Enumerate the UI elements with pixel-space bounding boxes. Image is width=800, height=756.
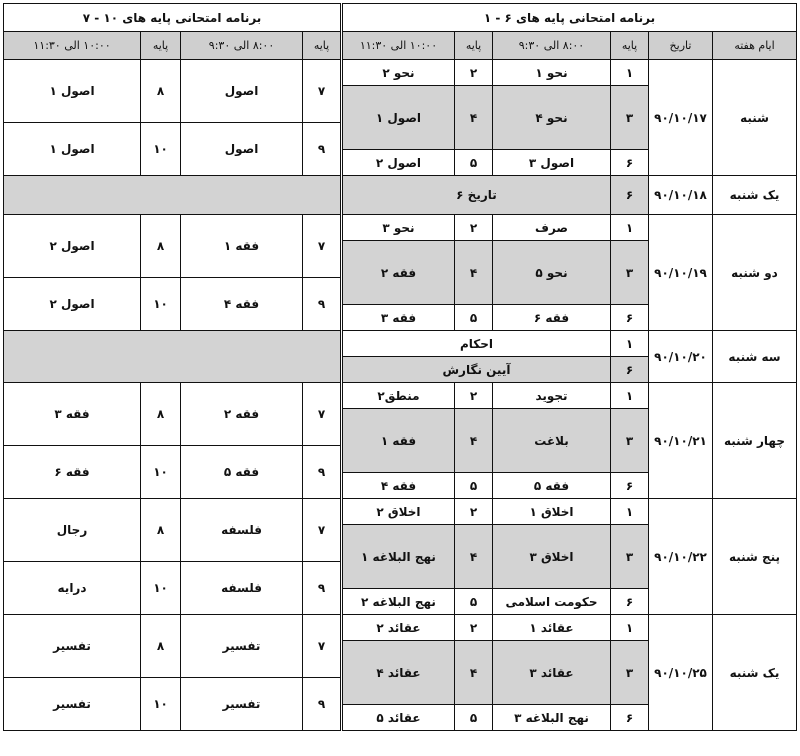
header-session-2: ۱۰:۰۰ الی ۱۱:۳۰	[4, 32, 141, 60]
grade-cell: ۱	[611, 331, 649, 357]
grade-cell: ۹	[303, 678, 341, 731]
grade-cell: ۱	[611, 615, 649, 641]
grade-cell: ۴	[455, 241, 493, 305]
subject-cell: فقه ۳	[4, 383, 141, 446]
grade-cell: ۶	[611, 705, 649, 731]
grade-cell: ۴	[455, 525, 493, 589]
header-weekday: ایام هفته	[713, 32, 797, 60]
subject-cell: حکومت اسلامی	[493, 589, 611, 615]
subject-cell: فلسفه	[181, 499, 303, 562]
subject-cell: عقائد ۵	[342, 705, 454, 731]
grade-cell: ۱	[611, 215, 649, 241]
grade-cell: ۲	[455, 615, 493, 641]
table-row	[342, 383, 796, 409]
grade-cell: ۱۰	[141, 446, 181, 499]
subject-cell: اصول ۱	[342, 86, 454, 150]
table-row	[342, 499, 796, 525]
day-name: یک شنبه	[713, 615, 797, 731]
grade-cell: ۳	[611, 641, 649, 705]
grade-cell: ۸	[141, 615, 181, 678]
subject-cell: تجوید	[493, 383, 611, 409]
table-row	[342, 60, 796, 86]
header-session-1: ۸:۰۰ الی ۹:۳۰	[493, 32, 611, 60]
grade-cell: ۱۰	[141, 562, 181, 615]
grade-cell: ۵	[455, 150, 493, 176]
grade-cell: ۸	[141, 215, 181, 278]
day-name: یک شنبه	[713, 176, 797, 215]
grade-cell: ۵	[455, 473, 493, 499]
grade-cell: ۳	[611, 409, 649, 473]
subject-cell: فقه ۶	[493, 305, 611, 331]
grade-cell: ۸	[141, 60, 181, 123]
subject-cell: بلاغت	[493, 409, 611, 473]
grade-cell: ۲	[455, 383, 493, 409]
subject-cell: اصول ۱	[4, 60, 141, 123]
subject-cell: نحو ۳	[342, 215, 454, 241]
grade-cell: ۳	[611, 525, 649, 589]
grade-cell: ۸	[141, 383, 181, 446]
subject-cell: اصول ۲	[4, 215, 141, 278]
day-name: سه شنبه	[713, 331, 797, 383]
grade-cell: ۷	[303, 383, 341, 446]
grade-cell: ۶	[611, 357, 649, 383]
grade-cell: ۹	[303, 123, 341, 176]
table-row	[4, 60, 341, 123]
table-row	[4, 176, 341, 215]
grade-cell: ۹	[303, 446, 341, 499]
header-session-2: ۱۰:۰۰ الی ۱۱:۳۰	[342, 32, 454, 60]
grade-cell: ۷	[303, 215, 341, 278]
subject-cell: اصول ۳	[493, 150, 611, 176]
subject-cell: درایه	[4, 562, 141, 615]
grade-cell: ۸	[141, 499, 181, 562]
grade-cell: ۹	[303, 562, 341, 615]
subject-cell: نحو ۵	[493, 241, 611, 305]
grade-cell: ۴	[455, 409, 493, 473]
subject-cell: تفسیر	[181, 615, 303, 678]
grade-cell: ۱	[611, 60, 649, 86]
subject-cell: فقه ۱	[181, 215, 303, 278]
subject-cell: نحو ۴	[493, 86, 611, 150]
subject-cell: احکام	[342, 331, 610, 357]
subject-cell: تفسیر	[4, 615, 141, 678]
subject-cell: صرف	[493, 215, 611, 241]
grade-cell: ۵	[455, 589, 493, 615]
subject-cell: عقائد ۳	[493, 641, 611, 705]
grade-cell: ۱۰	[141, 678, 181, 731]
subject-cell: اصول ۲	[342, 150, 454, 176]
grade-cell: ۳	[611, 241, 649, 305]
grade-cell: ۵	[455, 305, 493, 331]
grade-cell: ۶	[611, 473, 649, 499]
day-name: چهار شنبه	[713, 383, 797, 499]
subject-cell: فقه ۶	[4, 446, 141, 499]
subject-cell: نهج البلاغه ۲	[342, 589, 454, 615]
header-date: تاریخ	[649, 32, 713, 60]
subject-cell: فقه ۵	[493, 473, 611, 499]
subject-cell: آیین نگارش	[342, 357, 610, 383]
table-row	[4, 123, 341, 176]
table-row	[4, 331, 341, 383]
table-row	[4, 446, 341, 499]
subject-cell: نهج البلاغه ۱	[342, 525, 454, 589]
subject-cell: فقه ۴	[342, 473, 454, 499]
grade-cell: ۷	[303, 499, 341, 562]
header-grade: پایه	[303, 32, 341, 60]
subject-cell: اخلاق ۱	[493, 499, 611, 525]
grade-cell: ۱۰	[141, 123, 181, 176]
grade-cell: ۱	[611, 499, 649, 525]
subject-cell: منطق۲	[342, 383, 454, 409]
subject-cell: تفسیر	[181, 678, 303, 731]
subject-cell: رجال	[4, 499, 141, 562]
grade-cell: ۲	[455, 60, 493, 86]
table-row	[4, 615, 341, 678]
exam-schedule-grades-1-6	[342, 3, 797, 731]
table-row	[342, 615, 796, 641]
table-row	[4, 215, 341, 278]
subject-cell: فلسفه	[181, 562, 303, 615]
subject-cell: اصول	[181, 60, 303, 123]
header-grade: پایه	[455, 32, 493, 60]
table-row	[4, 278, 341, 331]
subject-cell: اخلاق ۳	[493, 525, 611, 589]
empty-block	[4, 331, 341, 383]
exam-date: ۹۰/۱۰/۲۱	[649, 383, 713, 499]
left-table-title: برنامه امتحانی پایه های ۱۰ - ۷	[4, 4, 341, 32]
subject-cell: فقه ۲	[342, 241, 454, 305]
subject-cell: اخلاق ۲	[342, 499, 454, 525]
subject-cell: فقه ۵	[181, 446, 303, 499]
exam-date: ۹۰/۱۰/۲۲	[649, 499, 713, 615]
exam-schedule-grades-7-10	[3, 3, 341, 731]
exam-date: ۹۰/۱۰/۲۵	[649, 615, 713, 731]
subject-cell: نحو ۲	[342, 60, 454, 86]
day-name: پنج شنبه	[713, 499, 797, 615]
subject-cell: تفسیر	[4, 678, 141, 731]
grade-cell: ۱۰	[141, 278, 181, 331]
grade-cell: ۴	[455, 86, 493, 150]
header-session-1: ۸:۰۰ الی ۹:۳۰	[181, 32, 303, 60]
grade-cell: ۹	[303, 278, 341, 331]
grade-cell: ۷	[303, 615, 341, 678]
subject-cell: عقائد ۴	[342, 641, 454, 705]
table-row	[4, 383, 341, 446]
header-grade: پایه	[141, 32, 181, 60]
empty-block	[4, 176, 341, 215]
table-row	[342, 176, 796, 215]
subject-cell: فقه ۲	[181, 383, 303, 446]
subject-cell: عقائد ۲	[342, 615, 454, 641]
exam-date: ۹۰/۱۰/۱۹	[649, 215, 713, 331]
day-name: دو شنبه	[713, 215, 797, 331]
right-table-title: برنامه امتحانی پایه های ۶ - ۱	[342, 4, 796, 32]
table-row	[4, 678, 341, 731]
grade-cell: ۲	[455, 215, 493, 241]
table-row	[342, 331, 796, 357]
table-row	[4, 499, 341, 562]
grade-cell: ۴	[455, 641, 493, 705]
day-name: شنبه	[713, 60, 797, 176]
table-row	[342, 215, 796, 241]
subject-cell: نحو ۱	[493, 60, 611, 86]
subject-cell: فقه ۴	[181, 278, 303, 331]
subject-cell: فقه ۳	[342, 305, 454, 331]
exam-date: ۹۰/۱۰/۲۰	[649, 331, 713, 383]
grade-cell: ۶	[611, 305, 649, 331]
subject-cell: نهج البلاغه ۳	[493, 705, 611, 731]
subject-cell: عقائد ۱	[493, 615, 611, 641]
subject-cell: اصول	[181, 123, 303, 176]
subject-cell: اصول ۱	[4, 123, 141, 176]
grade-cell: ۶	[611, 150, 649, 176]
exam-date: ۹۰/۱۰/۱۷	[649, 60, 713, 176]
grade-cell: ۳	[611, 86, 649, 150]
subject-cell: تاریخ ۶	[342, 176, 610, 215]
table-row	[4, 562, 341, 615]
grade-cell: ۶	[611, 589, 649, 615]
grade-cell: ۵	[455, 705, 493, 731]
header-grade: پایه	[611, 32, 649, 60]
exam-date: ۹۰/۱۰/۱۸	[649, 176, 713, 215]
grade-cell: ۲	[455, 499, 493, 525]
subject-cell: اصول ۲	[4, 278, 141, 331]
subject-cell: فقه ۱	[342, 409, 454, 473]
grade-cell: ۷	[303, 60, 341, 123]
grade-cell: ۶	[611, 176, 649, 215]
grade-cell: ۱	[611, 383, 649, 409]
